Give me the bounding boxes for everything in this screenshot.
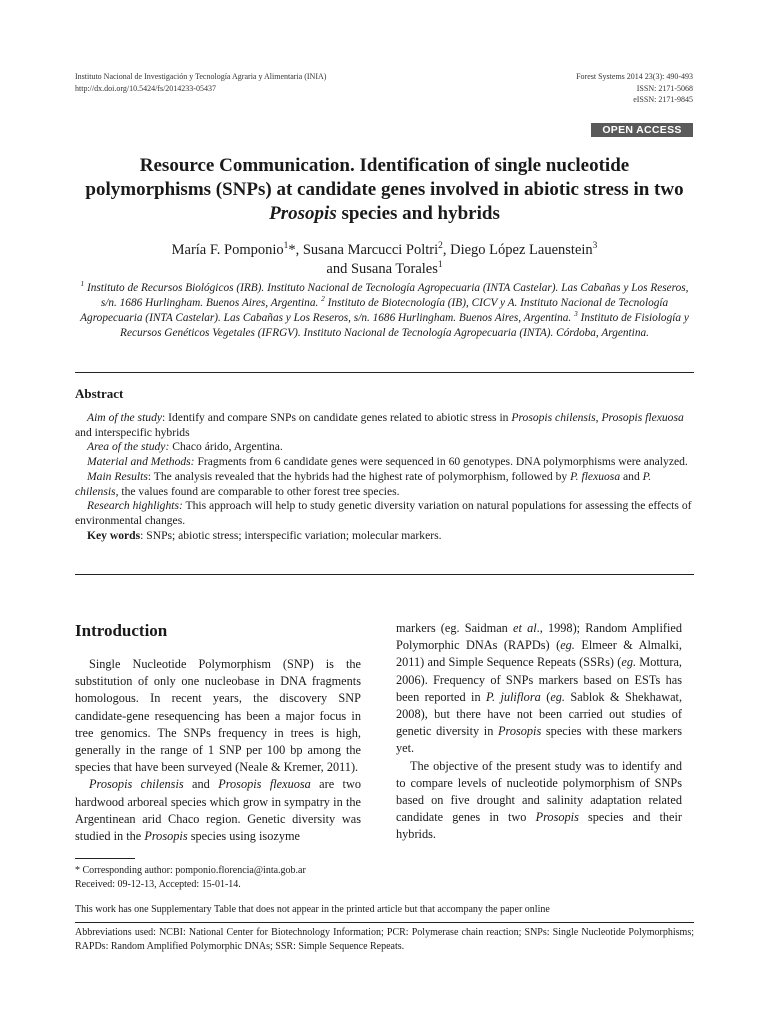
title-part-2: species and hybrids bbox=[336, 203, 500, 224]
species-name: Prosopis bbox=[497, 724, 542, 739]
author-affil-sup: 1 bbox=[437, 260, 443, 271]
abstract-body bbox=[75, 411, 694, 543]
text-run: and bbox=[183, 777, 219, 792]
aim-text: , bbox=[595, 411, 602, 424]
affil-sup: 3 bbox=[574, 309, 578, 319]
abstract-methods bbox=[75, 455, 694, 470]
journal-reference: Forest Systems 2014 23(3): 490-493 bbox=[576, 72, 693, 81]
author-affil-sup: 3 bbox=[592, 241, 598, 252]
author-name: Susana Marcucci Poltri bbox=[302, 242, 439, 258]
aim-label: Aim of the study bbox=[87, 411, 163, 424]
species-name: Prosopis bbox=[144, 829, 188, 844]
abbreviations: Abbreviations used: NCBI: National Center for Biotechnology Information; PCR: Polymerase chain reaction; SNPs: Single Nucleotide Polymorphisms; RAPDs: Random Amplified Polymorphic DNAs; SSR: Simple Sequence Repeats. bbox=[75, 927, 694, 952]
text-run: species using isozyme bbox=[187, 829, 300, 844]
aim-text: : Identify and compare SNPs on candidate genes related to abiotic stress in bbox=[162, 411, 512, 424]
author-affil-sup: 2 bbox=[438, 241, 443, 252]
doi-link[interactable]: http://dx.doi.org/10.5424/fs/2014233-05437 bbox=[75, 83, 216, 93]
results-text: , the values found are comparable to other forest tree species. bbox=[115, 484, 400, 498]
text-run: are two hardwood arboreal species which grow in sympatry in the Argentinean arid Chaco region. Genetic diversity was studied in the bbox=[75, 777, 362, 844]
publisher-name: Instituto Nacional de Investigación y Tecnología Agraria y Alimentaria (INIA) bbox=[75, 72, 327, 81]
species-name: Prosopis chilensis bbox=[89, 777, 184, 792]
results-label: Main Results bbox=[87, 469, 148, 483]
affiliation-1: Instituto de Recursos Biológicos (IRB). Instituto Nacional de Tecnología Agropecuaria (INTA Castelar). Las Cabañas y Los Reseros, s/n. 1686 Hurlingham. Buenos Aires, Argentina. bbox=[84, 282, 689, 309]
results-text: : The analysis revealed that the hybrids had the highest rate of polymorphism, followed by bbox=[147, 469, 571, 483]
keywords-label: Key words bbox=[87, 528, 141, 542]
author-list bbox=[75, 241, 694, 279]
species-name: P. flexuosa bbox=[570, 469, 621, 483]
text-run: species and their hybrids. bbox=[396, 810, 682, 842]
affil-sup: 1 bbox=[80, 279, 85, 289]
abstract-keywords bbox=[75, 529, 694, 544]
aim-text: and interspecific hybrids bbox=[75, 425, 190, 439]
affil-sup: 2 bbox=[321, 294, 325, 304]
text-run: species with these markers yet. bbox=[396, 724, 683, 756]
text-run: The objective of the present study was to identify and to compare levels of nucleotide polymorphism of SNPs based on five drought and salinity adaptation related candidate genes in two bbox=[396, 758, 682, 825]
abstract-results bbox=[75, 470, 694, 499]
species-name: Prosopis bbox=[535, 810, 579, 825]
author-affil-sup: 1 bbox=[283, 241, 289, 252]
text-run: ., 1998); Random Amplified Polymorphic DNAs (RAPDs) ( bbox=[396, 621, 683, 653]
text-run: ( bbox=[540, 689, 551, 704]
paragraph bbox=[75, 776, 361, 845]
abstract-highlights bbox=[75, 499, 694, 528]
paragraph: Single Nucleotide Polymorphism (SNP) is the substitution of only one nucleobase in DNA fragments homologous. In recent years, the discovery SNP candidate-gene resequencing has been a major focus in tree genomics. The SNPs frequency in trees is high, generally in the range of 1 SNP per 100 bp among the species that have been surveyed (Neale & Kremer, 2011). bbox=[75, 657, 361, 775]
paragraph bbox=[396, 620, 682, 758]
eissn: eISSN: 2171-9845 bbox=[633, 95, 693, 104]
title-italic-genus: Prosopis bbox=[269, 203, 337, 224]
abbreviations-rule bbox=[75, 922, 694, 923]
author-name: María F. Pomponio bbox=[171, 242, 284, 258]
author-name: Diego López Lauenstein bbox=[450, 242, 593, 258]
author-suffix: , bbox=[442, 242, 451, 258]
corresponding-author: * Corresponding author: pomponio.florencia@inta.gob.ar bbox=[75, 865, 306, 876]
text-run: eg. bbox=[550, 689, 565, 704]
title-part-1: Resource Communication. Identification of single nucleotide polymorphisms (SNPs) at candidate genes involved in abiotic stress in two bbox=[85, 155, 684, 200]
species-name: Prosopis chilensis bbox=[511, 411, 596, 424]
open-access-badge: OPEN ACCESS bbox=[591, 123, 693, 137]
text-run: eg. bbox=[560, 638, 575, 653]
supplementary-note: This work has one Supplementary Table that does not appear in the printed article but that accompany the paper online bbox=[75, 904, 550, 915]
text-run: Elmeer & Almalki, 2011) and Simple Sequence Repeats (SSRs) ( bbox=[396, 638, 682, 670]
area-label: Area of the study: bbox=[87, 440, 170, 454]
results-text: and bbox=[620, 469, 643, 483]
paragraph bbox=[396, 758, 682, 844]
methods-text: Fragments from 6 candidate genes were sequenced in 60 genotypes. DNA polymorphisms were analyzed. bbox=[194, 455, 688, 469]
abstract-aim bbox=[75, 411, 694, 440]
abstract-bottom-rule bbox=[75, 574, 694, 575]
introduction-heading: Introduction bbox=[75, 621, 168, 640]
species-name: Prosopis flexuosa bbox=[601, 411, 684, 424]
author-suffix: *, bbox=[288, 242, 303, 258]
affiliation-2: Instituto de Biotecnología (IB), CICV y A. Instituto Nacional de Tecnología Agropecuaria (INTA Castelar). Las Cabañas y Los Reseros, s/n. 1686 Hurlingham. Buenos Aires, Argentina. bbox=[80, 297, 669, 324]
running-header-right bbox=[576, 71, 693, 106]
abstract-top-rule bbox=[75, 372, 694, 373]
abstract-heading: Abstract bbox=[75, 386, 124, 401]
text-run: et al bbox=[513, 621, 537, 635]
affiliations bbox=[75, 281, 694, 341]
issn: ISSN: 2171-5068 bbox=[636, 83, 693, 93]
keywords-text: : SNPs; abiotic stress; interspecific variation; molecular markers. bbox=[140, 528, 442, 542]
highlights-text: This approach will help to study genetic diversity variation on natural populations for assessing the effects of environmental changes. bbox=[75, 499, 692, 527]
footnotes bbox=[75, 864, 306, 892]
received-accepted: Received: 09-12-13, Accepted: 15-01-14. bbox=[75, 879, 241, 890]
running-header-left bbox=[75, 71, 326, 94]
affiliation-3: Instituto de Fisiología y Recursos Genéticos Vegetales (IFRGV). Instituto Nacional de Tecnología Agropecuaria (INTA). Córdoba, Argentina. bbox=[120, 312, 689, 339]
abstract-area bbox=[75, 440, 694, 455]
highlights-label: Research highlights: bbox=[87, 499, 183, 513]
text-run: Mottura, 2006). Frequency of SNPs markers based on ESTs has been reported in bbox=[396, 655, 682, 704]
species-name: P. juliflora bbox=[486, 689, 541, 704]
text-run: eg. bbox=[621, 655, 637, 670]
methods-label: Material and Methods: bbox=[87, 455, 195, 469]
text-run: markers (eg. Saidman bbox=[396, 621, 513, 635]
body-column-left bbox=[75, 656, 361, 845]
article-title bbox=[75, 154, 694, 226]
footnote-rule bbox=[75, 858, 135, 859]
author-name: and Susana Torales bbox=[326, 261, 438, 277]
body-column-right bbox=[396, 620, 682, 844]
area-text: Chaco árido, Argentina. bbox=[169, 440, 283, 454]
species-name: P. chilensis bbox=[75, 469, 652, 498]
text-run: Sablok & Shekhawat, 2008), but there have not been carried out studies of genetic diversity in bbox=[396, 689, 683, 739]
species-name: Prosopis flexuosa bbox=[218, 777, 311, 792]
